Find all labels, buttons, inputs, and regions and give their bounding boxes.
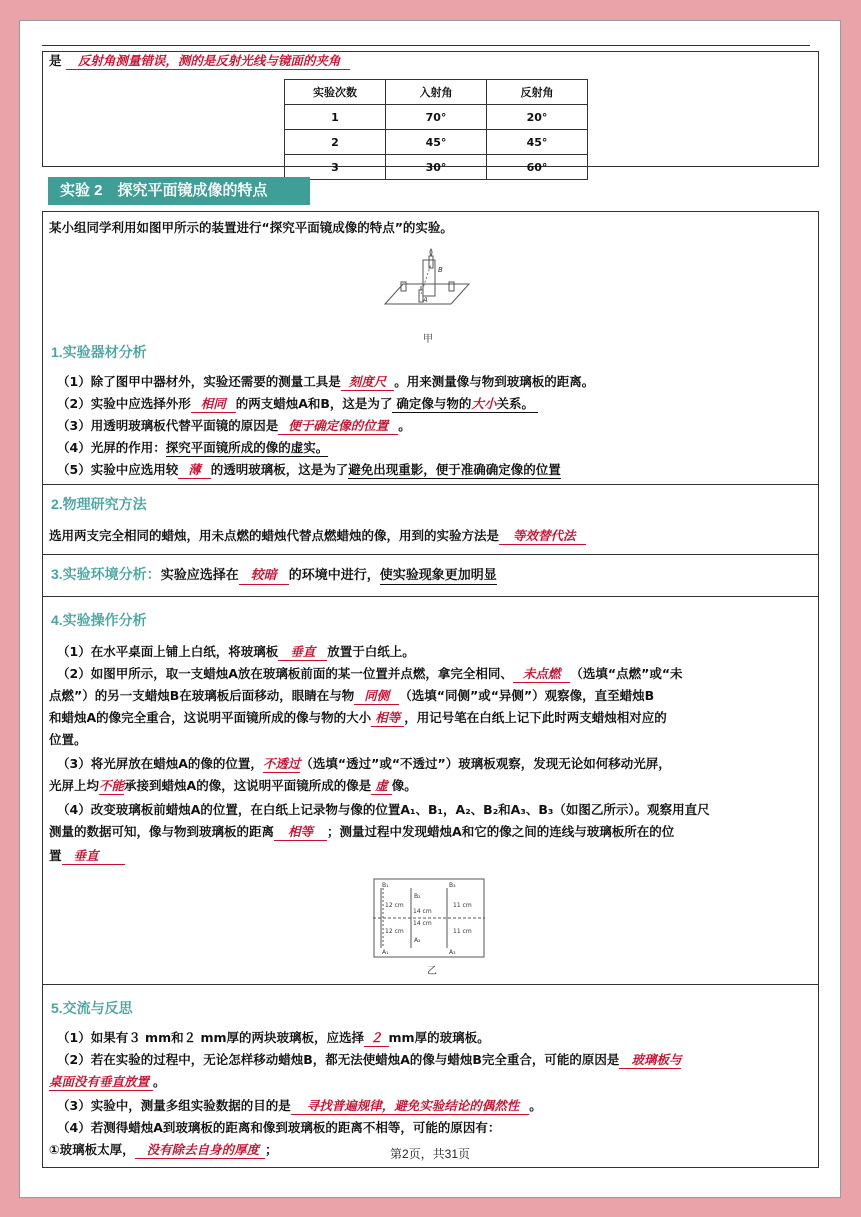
- answer-line: [49, 53, 350, 70]
- sec5-q2-line1: （2）若在实验的过程中，无论怎样移动蜡烛B，都无法使蜡烛A的像与蜡烛B完全重合，可能的原因是 玻璃板与: [57, 1052, 682, 1067]
- table-cell: 60°: [487, 155, 588, 180]
- answer-blank: 玻璃板与: [619, 1052, 681, 1069]
- sec4-p2-line2: 点燃”）的另一支蜡烛B在玻璃板后面移动，眼睛在与物 同侧 （选填“同侧”或“异侧”）观察像，直至蜡烛B: [49, 688, 655, 703]
- answer-blank: 没有除去自身的厚度: [135, 1142, 266, 1159]
- experiment-box: [42, 211, 819, 1168]
- figure-yi-caption: 乙: [427, 966, 437, 977]
- sec5-q1: （1）如果有３ mm和２ mm厚的两块玻璃板，应选择 ２ mm厚的玻璃板。: [57, 1030, 490, 1045]
- figure-jia: [383, 238, 473, 345]
- sec4-p3-line2: 光屏上均不能承接到蜡烛A的像，这说明平面镜所成的像是 虚 像。: [49, 778, 417, 793]
- svg-text:11 cm: 11 cm: [453, 902, 472, 909]
- sec4-p1: （1）在水平桌面上铺上白纸，将玻璃板 垂直 放置于白纸上。: [57, 644, 415, 659]
- svg-text:12 cm: 12 cm: [385, 902, 404, 909]
- answer-blank: 虚: [371, 778, 392, 795]
- sec4-p2-line3: 和蜡烛A的像完全重合，这说明平面镜所成的像与物的大小 相等 ，用记号笔在白纸上记下此时两支蜡烛相对应的: [49, 710, 667, 725]
- answer-blank: 相等: [274, 824, 327, 841]
- table-header: 入射角: [386, 80, 487, 105]
- section-title: 4.实验操作分析: [51, 612, 147, 628]
- sec1-line1: （1）除了图甲中器材外，实验还需要的测量工具是 刻度尺 。用来测量像与物到玻璃板的距离。: [57, 374, 595, 389]
- sec5-q2-line2: 桌面没有垂直放置 。: [49, 1074, 166, 1089]
- table-cell: 30°: [386, 155, 487, 180]
- table-cell: 70°: [386, 105, 487, 130]
- svg-text:B₃: B₃: [449, 882, 456, 889]
- sec1-line2: （2）实验中应选择外形 相同 的两支蜡烛A和B，这是为了 确定像与物的大小关系。: [57, 396, 538, 413]
- answer-blank: 反射角测量错误，测的是反射光线与镜面的夹角: [66, 53, 351, 70]
- answer-blank: ２: [364, 1030, 389, 1047]
- table-row: [285, 155, 588, 180]
- table-cell: 3: [285, 155, 386, 180]
- sec4-p4-line3: 置 垂直: [49, 848, 125, 865]
- intro-text: 某小组同学利用如图甲所示的装置进行“探究平面镜成像的特点”的实验。: [49, 220, 453, 235]
- sec5-q4: （4）若测得蜡烛A到玻璃板的距离和像到玻璃板的距离不相等，可能的原因有：: [57, 1120, 501, 1135]
- figure-yi: [373, 878, 493, 978]
- data-table: [284, 79, 588, 180]
- svg-text:B₁: B₁: [382, 882, 389, 889]
- sec4-p2-line1: （2）如图甲所示，取一支蜡烛A放在玻璃板前面的某一位置并点燃，拿完全相同、 未点燃 （选填“点燃”或“未: [57, 666, 683, 681]
- table-cell: 20°: [487, 105, 588, 130]
- table-header: 反射角: [487, 80, 588, 105]
- table-cell: 2: [285, 130, 386, 155]
- figure-jia-caption: 甲: [423, 334, 433, 345]
- answer-blank: 垂直: [62, 848, 125, 865]
- header-rule: [42, 45, 810, 46]
- sec5-q5: ①玻璃板太厚， 没有除去自身的厚度 ；: [49, 1142, 278, 1157]
- section-title: 2.物理研究方法: [51, 496, 147, 512]
- divider: [43, 984, 818, 985]
- sec3-line: 3.实验环境分析：实验应选择在 较暗 的环境中进行，使实验现象更加明显: [51, 566, 497, 583]
- document-page: [19, 20, 841, 1198]
- answer-prefix: 是: [49, 53, 62, 68]
- sec2-line: 选用两支完全相同的蜡烛，用未点燃的蜡烛代替点燃蜡烛的像，用到的实验方法是 等效替代法: [49, 528, 586, 545]
- table-header-row: [285, 80, 588, 105]
- previous-experiment-box: [42, 51, 819, 174]
- svg-text:12 cm: 12 cm: [385, 928, 404, 935]
- svg-text:A₃: A₃: [449, 949, 456, 956]
- answer-blank: 不透过: [262, 756, 301, 771]
- svg-text:14 cm: 14 cm: [413, 920, 432, 927]
- divider: [43, 596, 818, 597]
- answer-blank: 大小: [471, 396, 497, 411]
- answer-blank: 便于确定像的位置: [278, 418, 398, 435]
- answer-blank: 刻度尺: [341, 374, 395, 391]
- table-cell: 45°: [487, 130, 588, 155]
- answer-blank: 较暗: [239, 568, 289, 585]
- table-cell: 1: [285, 105, 386, 130]
- svg-text:14 cm: 14 cm: [413, 908, 432, 915]
- answer-blank: 相等: [371, 710, 404, 727]
- table-cell: 45°: [386, 130, 487, 155]
- divider: [43, 554, 818, 555]
- sec4-p4-line2: 测量的数据可知，像与物到玻璃板的距离 相等 ；测量过程中发现蜡烛A和它的像之间的连线与玻璃板所在的位: [49, 824, 675, 839]
- answer-blank: 垂直: [278, 644, 327, 661]
- answer-blank: 相同: [191, 396, 236, 413]
- section-title: 1.实验器材分析: [51, 344, 147, 360]
- svg-text:A₂: A₂: [414, 937, 421, 944]
- apparatus-diagram: [383, 238, 473, 328]
- answer-blank: 不能: [99, 778, 125, 793]
- label-a: A: [423, 296, 428, 304]
- answer-blank: 等效替代法: [499, 528, 586, 545]
- sec4-p4-line1: （4）改变玻璃板前蜡烛A的位置，在白纸上记录物与像的位置A₁、B₁，A₂、B₂和A₃、B₃（如图乙所示）。观察用直尺: [57, 802, 710, 817]
- svg-text:11 cm: 11 cm: [453, 928, 472, 935]
- section-title: 3.实验环境分析：: [51, 566, 161, 582]
- label-b: B: [438, 266, 443, 274]
- table-row: [285, 130, 588, 155]
- divider: [43, 484, 818, 485]
- sec1-line5: （5）实验中应选用较 薄 的透明玻璃板，这是为了避免出现重影，便于准确确定像的位置: [57, 462, 561, 477]
- page-footer: 第2页，共31页: [389, 1147, 471, 1161]
- answer-blank: 薄: [178, 462, 211, 479]
- answer-blank: 寻找普遍规律，避免实验结论的偶然性: [291, 1098, 530, 1115]
- measurement-diagram: [373, 878, 485, 958]
- sec4-p2-line4: 位置。: [49, 732, 87, 747]
- answer-blank: 未点燃: [513, 666, 571, 683]
- section-title: 5.交流与反思: [51, 1000, 133, 1016]
- experiment-banner: 实验 2 探究平面镜成像的特点: [48, 177, 310, 205]
- sec5-q3: （3）实验中，测量多组实验数据的目的是 寻找普遍规律，避免实验结论的偶然性 。: [57, 1098, 542, 1113]
- svg-text:B₂: B₂: [414, 893, 421, 900]
- svg-text:A₁: A₁: [382, 949, 389, 956]
- table-row: [285, 105, 588, 130]
- table-header: 实验次数: [285, 80, 386, 105]
- sec1-line3: （3）用透明玻璃板代替平面镜的原因是 便于确定像的位置 。: [57, 418, 411, 433]
- sec4-p3-line1: （3）将光屏放在蜡烛A的像的位置，不透过（选填“透过”或“不透过”）玻璃板观察，发现无论如何移动光屏，: [57, 756, 671, 771]
- answer-blank: 桌面没有垂直放置: [49, 1074, 153, 1091]
- answer-blank: 同侧: [354, 688, 399, 705]
- sec1-line4: （4）光屏的作用：探究平面镜所成的像的虚实。: [57, 440, 329, 455]
